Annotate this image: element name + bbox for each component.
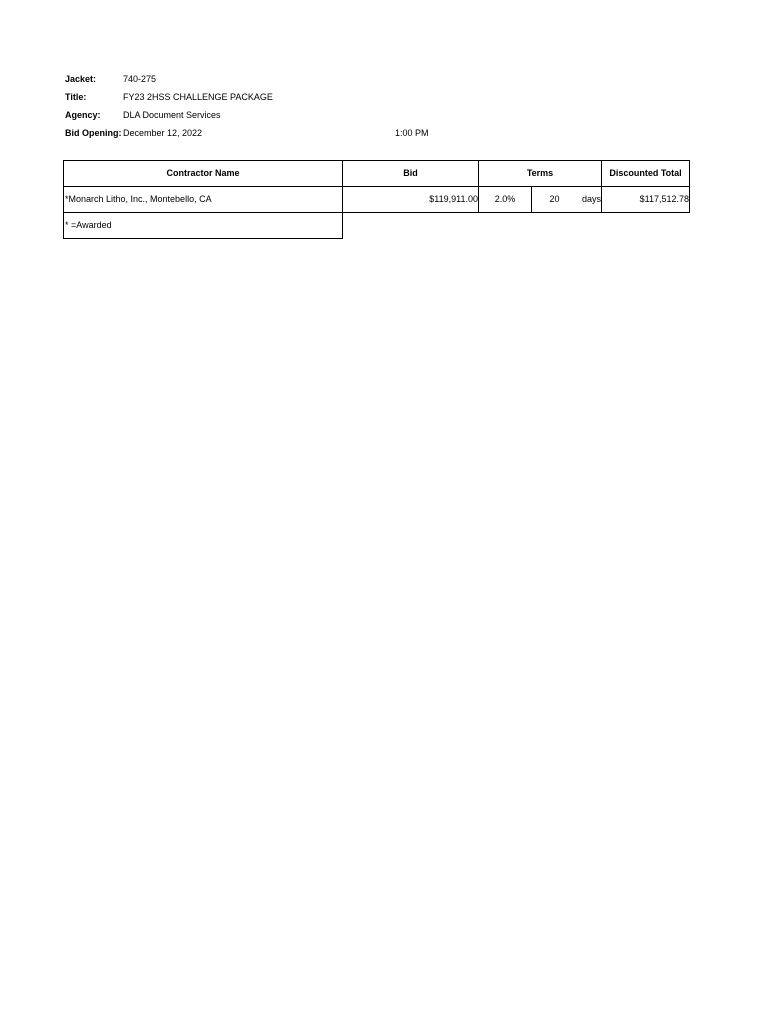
- title-value: FY23 2HSS CHALLENGE PACKAGE: [123, 92, 273, 102]
- agency-value: DLA Document Services: [123, 110, 221, 120]
- bid-amount-cell: $119,911.00: [429, 194, 478, 204]
- terms-percent-cell: 2.0%: [494, 194, 516, 204]
- title-label: Title:: [65, 92, 87, 102]
- jacket-value: 740-275: [123, 74, 157, 84]
- column-header-contractor: Contractor Name: [166, 168, 240, 178]
- column-header-terms: Terms: [526, 168, 554, 178]
- bid-opening-date: December 12, 2022: [123, 128, 203, 138]
- column-header-discounted-total: Discounted Total: [609, 168, 682, 178]
- table-header-divider: [63, 186, 690, 187]
- agency-label: Agency:: [65, 110, 101, 120]
- terms-unit-cell: days: [581, 194, 601, 204]
- jacket-label: Jacket:: [65, 74, 97, 84]
- bid-opening-time: 1:00 PM: [395, 128, 429, 138]
- table-row-divider: [63, 212, 690, 213]
- column-header-bid: Bid: [403, 168, 418, 178]
- awarded-footnote: * =Awarded: [65, 220, 112, 230]
- footnote-border-bottom: [63, 238, 343, 239]
- discounted-total-cell: $117,512.78: [639, 194, 689, 204]
- bid-opening-label: Bid Opening:: [65, 128, 122, 138]
- contractor-name-cell: *Monarch Litho, Inc., Montebello, CA: [65, 194, 212, 204]
- table-border-top: [63, 160, 690, 161]
- terms-days-cell: 20: [549, 194, 560, 204]
- table-border-right: [689, 160, 690, 213]
